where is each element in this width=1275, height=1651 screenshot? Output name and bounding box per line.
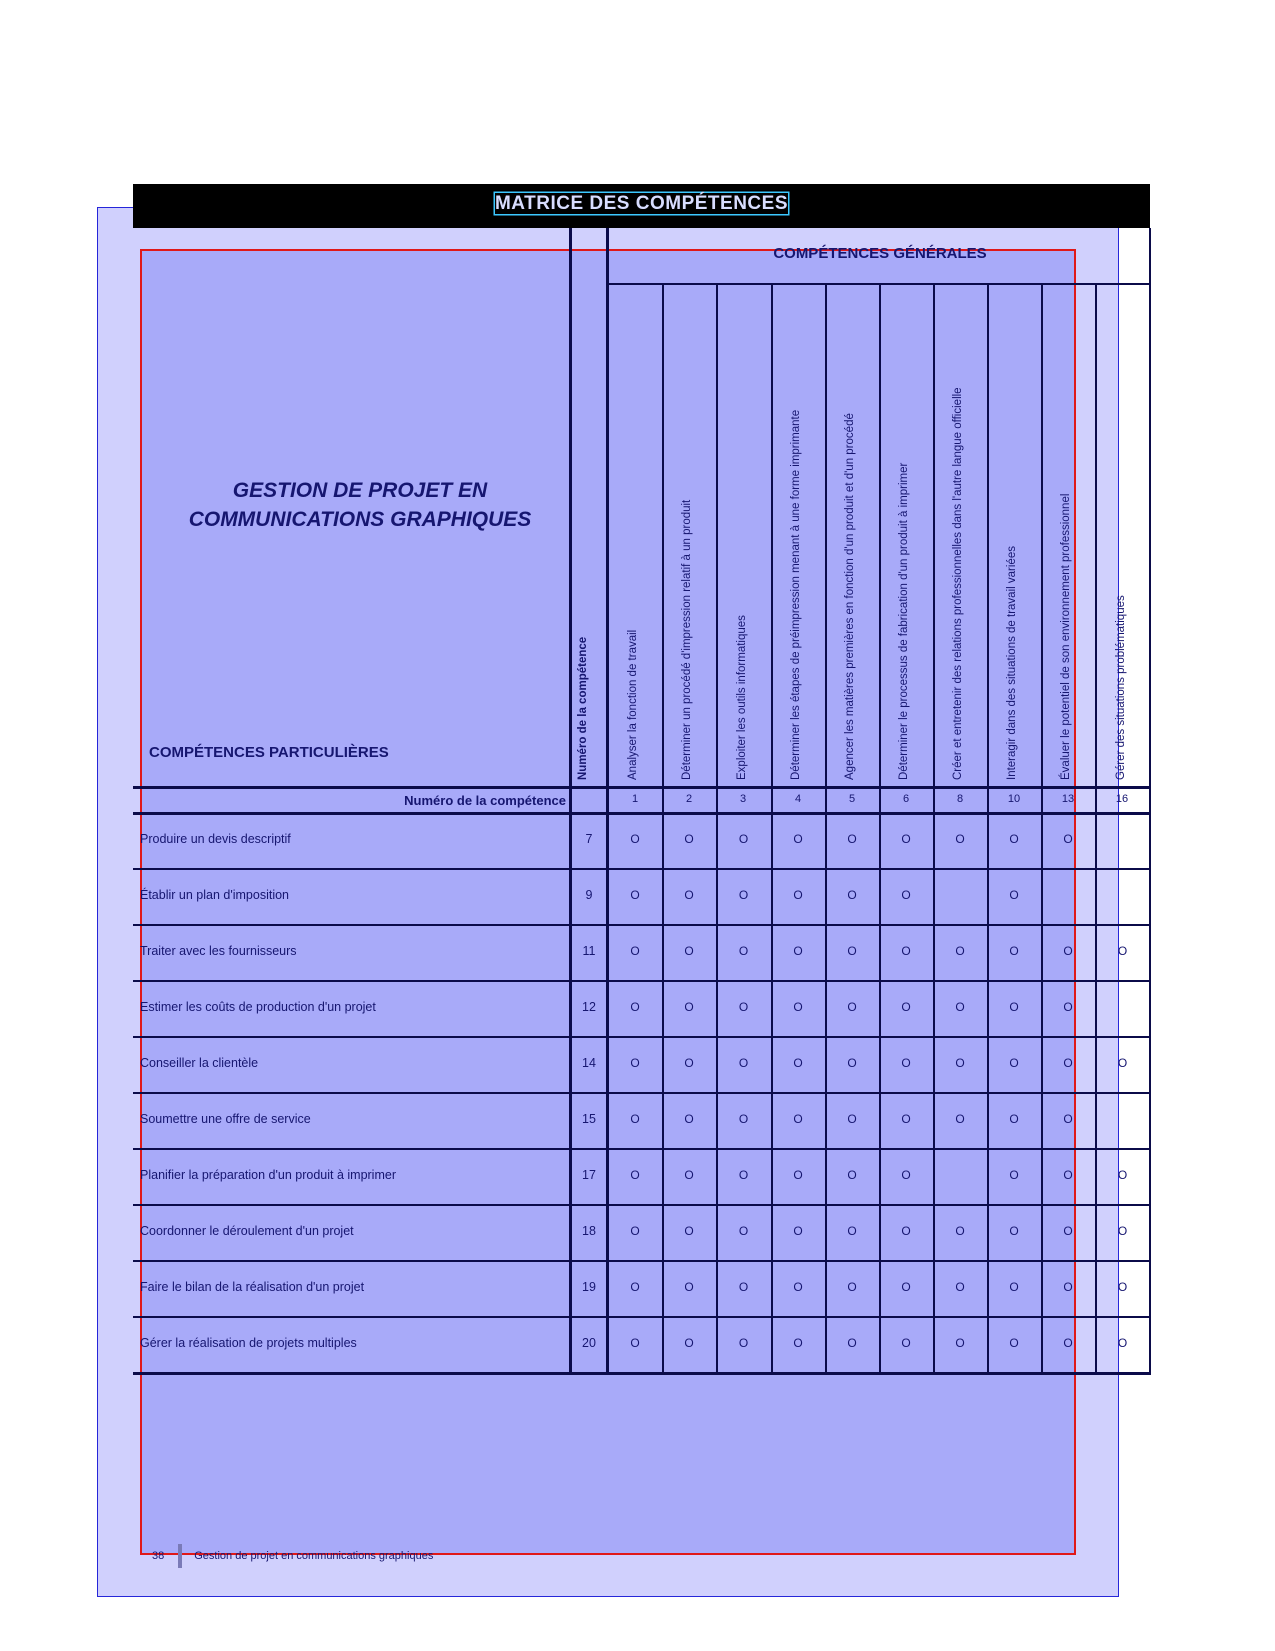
competence-link-mark: O <box>630 1280 640 1294</box>
competence-link-mark: O <box>1009 1224 1019 1238</box>
grid-line-v <box>1041 283 1043 1374</box>
particular-competence-label: Faire le bilan de la réalisation d'un projet <box>140 1280 365 1294</box>
grid-line-v <box>1095 283 1097 1374</box>
general-competence-header: Interagir dans des situations de travail variées <box>1006 546 1018 780</box>
competence-link-mark: O <box>1063 1280 1073 1294</box>
competence-link-mark: O <box>1117 1056 1128 1070</box>
page-title-text: MATRICE DES COMPÉTENCES <box>494 193 788 214</box>
particular-competence-label: Traiter avec les fournisseurs <box>140 944 297 958</box>
competence-link-mark: O <box>793 944 803 958</box>
competence-link-mark: O <box>955 832 965 846</box>
page-title <box>133 193 1150 215</box>
competence-link-mark: O <box>793 1280 803 1294</box>
competence-link-mark: O <box>684 1056 694 1070</box>
particular-competence-label: Produire un devis descriptif <box>140 832 291 846</box>
competence-link-mark: O <box>684 944 694 958</box>
competence-link-mark: O <box>738 1112 749 1126</box>
particular-competence-number: 12 <box>582 1000 596 1014</box>
general-competence-number: 2 <box>685 793 693 805</box>
competence-link-mark: O <box>738 1000 749 1014</box>
competence-link-mark: O <box>630 888 640 902</box>
competence-link-mark: O <box>1009 1336 1019 1350</box>
program-title-line2: COMMUNICATIONS GRAPHIQUES <box>188 508 532 531</box>
competence-link-mark: O <box>847 1280 857 1294</box>
competence-link-mark: O <box>684 1000 694 1014</box>
grid-line-h <box>133 1036 1150 1038</box>
competence-link-mark: O <box>630 1336 640 1350</box>
competence-link-mark: O <box>1009 888 1019 902</box>
particular-competence-label: Gérer la réalisation de projets multiples <box>140 1336 357 1350</box>
particular-competence-label: Établir un plan d'imposition <box>140 888 289 902</box>
general-competence-header: Analyser la fonction de travail <box>627 629 639 780</box>
competence-link-mark: O <box>901 1336 911 1350</box>
general-competence-number: 13 <box>1061 793 1075 805</box>
competence-link-mark: O <box>684 1224 694 1238</box>
grid-line-h-thick <box>133 786 1150 789</box>
grid-line-h-thick <box>133 1372 1150 1375</box>
numero-competence-header: Numéro de la compétence <box>577 636 589 780</box>
competence-link-mark: O <box>847 1336 857 1350</box>
grid-line-h <box>133 1148 1150 1150</box>
competence-link-mark: O <box>1117 944 1128 958</box>
grid-line-h <box>133 1092 1150 1094</box>
program-title <box>140 476 580 534</box>
competence-link-mark: O <box>1063 1056 1073 1070</box>
competence-link-mark: O <box>793 1056 803 1070</box>
competence-link-mark: O <box>901 832 911 846</box>
competence-link-mark: O <box>738 944 749 958</box>
competence-link-mark: O <box>684 832 694 846</box>
particular-competence-number: 7 <box>585 832 593 846</box>
competence-link-mark: O <box>1063 1112 1073 1126</box>
competence-link-mark: O <box>901 1000 911 1014</box>
competence-link-mark: O <box>847 944 857 958</box>
general-competence-header: Déterminer le processus de fabrication d'un produit à imprimer <box>898 462 910 780</box>
footer-divider <box>178 1544 182 1568</box>
general-competence-header: Gérer des situations problématiques <box>1114 595 1127 780</box>
competence-link-mark: O <box>630 944 640 958</box>
competence-link-mark: O <box>684 888 694 902</box>
competence-link-mark: O <box>1063 1224 1073 1238</box>
competence-link-mark: O <box>1117 1336 1128 1350</box>
competence-link-mark: O <box>901 1224 911 1238</box>
general-competence-header: Déterminer un procédé d'impression relatif à un produit <box>681 499 693 780</box>
grid-line-h-thick <box>133 812 1150 815</box>
competence-link-mark: O <box>955 1000 965 1014</box>
competence-link-mark: O <box>955 1280 965 1294</box>
grid-line-v <box>825 283 827 1374</box>
particular-competence-number: 14 <box>582 1056 596 1070</box>
competence-link-mark: O <box>847 1168 857 1182</box>
competence-link-mark: O <box>793 1112 803 1126</box>
competence-link-mark: O <box>738 1168 749 1182</box>
competence-link-mark: O <box>955 944 965 958</box>
competence-link-mark: O <box>738 888 749 902</box>
competence-link-mark: O <box>738 1336 749 1350</box>
grid-line-v <box>662 283 664 1374</box>
competence-link-mark: O <box>1009 1056 1019 1070</box>
general-competence-number: 5 <box>848 793 856 805</box>
general-competence-header: Agencer les matières premières en fonction d'un produit et d'un procédé <box>844 413 856 780</box>
general-competence-header: Déterminer les étapes de préimpression menant à une forme imprimante <box>790 409 802 780</box>
competence-link-mark: O <box>1063 832 1073 846</box>
general-competence-header: Exploiter les outils informatiques <box>735 615 748 780</box>
grid-line-v <box>933 283 935 1374</box>
grid-line-h <box>133 1204 1150 1206</box>
competence-link-mark: O <box>630 1224 640 1238</box>
grid-line-h <box>133 1316 1150 1318</box>
competence-link-mark: O <box>793 1168 803 1182</box>
competence-link-mark: O <box>901 888 911 902</box>
competence-link-mark: O <box>847 888 857 902</box>
general-competence-number: 10 <box>1007 793 1021 805</box>
general-competence-number: 6 <box>902 793 910 805</box>
competence-link-mark: O <box>901 1056 911 1070</box>
competence-link-mark: O <box>738 832 749 846</box>
general-competence-number: 3 <box>739 793 747 805</box>
competence-link-mark: O <box>1063 1168 1073 1182</box>
competence-link-mark: O <box>1063 1000 1073 1014</box>
competence-link-mark: O <box>630 1000 640 1014</box>
competence-link-mark: O <box>630 1112 640 1126</box>
page-number: 38 <box>152 1549 165 1562</box>
general-competence-header: Évaluer le potentiel de son environnement professionnel <box>1060 493 1072 780</box>
footer-text: Gestion de projet en communications graphiques <box>194 1549 434 1562</box>
competence-link-mark: O <box>630 1056 640 1070</box>
competence-link-mark: O <box>1009 1000 1019 1014</box>
competence-link-mark: O <box>793 832 803 846</box>
particular-competence-label: Estimer les coûts de production d'un projet <box>140 1000 376 1014</box>
program-title-line1: GESTION DE PROJET EN <box>232 479 488 502</box>
competence-link-mark: O <box>630 832 640 846</box>
particular-competence-label: Conseiller la clientèle <box>140 1056 259 1070</box>
general-competence-number: 4 <box>794 793 802 805</box>
grid-line-h <box>133 1260 1150 1262</box>
grid-line-v <box>771 283 773 1374</box>
general-competence-number: 8 <box>956 793 964 805</box>
competence-link-mark: O <box>684 1280 694 1294</box>
competence-link-mark: O <box>1117 1224 1128 1238</box>
particular-competence-label: Coordonner le déroulement d'un projet <box>140 1224 354 1238</box>
particular-competence-number: 18 <box>582 1224 596 1238</box>
competence-link-mark: O <box>901 1280 911 1294</box>
competence-link-mark: O <box>847 1000 857 1014</box>
numero-row-label: Numéro de la compétence <box>404 793 566 808</box>
competence-link-mark: O <box>847 832 857 846</box>
general-competence-number: 16 <box>1115 793 1129 805</box>
competence-link-mark: O <box>901 1112 911 1126</box>
grid-line-v <box>879 283 881 1374</box>
competence-link-mark: O <box>793 1000 803 1014</box>
competence-link-mark: O <box>630 1168 640 1182</box>
competence-link-mark: O <box>847 1112 857 1126</box>
particular-competence-number: 17 <box>582 1168 596 1182</box>
particular-competence-number: 15 <box>582 1112 596 1126</box>
grid-line-v <box>716 283 718 1374</box>
grid-line-h <box>133 980 1150 982</box>
grid-line-h <box>133 868 1150 870</box>
footer <box>152 1544 433 1568</box>
competence-link-mark: O <box>901 944 911 958</box>
competence-link-mark: O <box>955 1056 965 1070</box>
competence-link-mark: O <box>738 1224 749 1238</box>
particular-competence-number: 9 <box>585 888 593 902</box>
competence-link-mark: O <box>684 1336 694 1350</box>
competence-link-mark: O <box>684 1168 694 1182</box>
particular-competence-label: Planifier la préparation d'un produit à imprimer <box>140 1168 396 1182</box>
general-competence-header: Créer et entretenir des relations professionnelles dans l'autre langue officielle <box>952 387 964 780</box>
competence-link-mark: O <box>793 1336 803 1350</box>
competence-link-mark: O <box>847 1224 857 1238</box>
grid-line-v-thick <box>569 228 572 1375</box>
competence-link-mark: O <box>793 1224 803 1238</box>
competence-link-mark: O <box>738 1280 749 1294</box>
competence-link-mark: O <box>1063 1336 1073 1350</box>
competence-link-mark: O <box>1009 832 1019 846</box>
general-competence-number: 1 <box>631 793 639 805</box>
competence-link-mark: O <box>1117 1280 1128 1294</box>
particular-competence-number: 19 <box>582 1280 596 1294</box>
competence-link-mark: O <box>684 1112 694 1126</box>
competence-link-mark: O <box>1009 1112 1019 1126</box>
competence-link-mark: O <box>955 1336 965 1350</box>
particular-competence-number: 11 <box>582 944 596 958</box>
competence-link-mark: O <box>1009 1168 1019 1182</box>
competences-particulieres-label: COMPÉTENCES PARTICULIÈRES <box>149 744 389 761</box>
grid-line-h <box>133 924 1150 926</box>
competence-link-mark: O <box>793 888 803 902</box>
particular-competence-number: 20 <box>582 1336 596 1350</box>
competence-link-mark: O <box>1063 944 1073 958</box>
competence-link-mark: O <box>901 1168 911 1182</box>
competence-link-mark: O <box>847 1056 857 1070</box>
grid-line-v <box>1149 228 1151 1375</box>
competence-link-mark: O <box>1009 1280 1019 1294</box>
competences-generales-label: COMPÉTENCES GÉNÉRALES <box>773 245 987 262</box>
competence-link-mark: O <box>1117 1168 1128 1182</box>
competence-link-mark: O <box>738 1056 749 1070</box>
competence-link-mark: O <box>955 1224 965 1238</box>
particular-competence-label: Soumettre une offre de service <box>140 1112 311 1126</box>
grid-line-v <box>987 283 989 1374</box>
competence-link-mark: O <box>955 1112 965 1126</box>
competence-link-mark: O <box>1009 944 1019 958</box>
